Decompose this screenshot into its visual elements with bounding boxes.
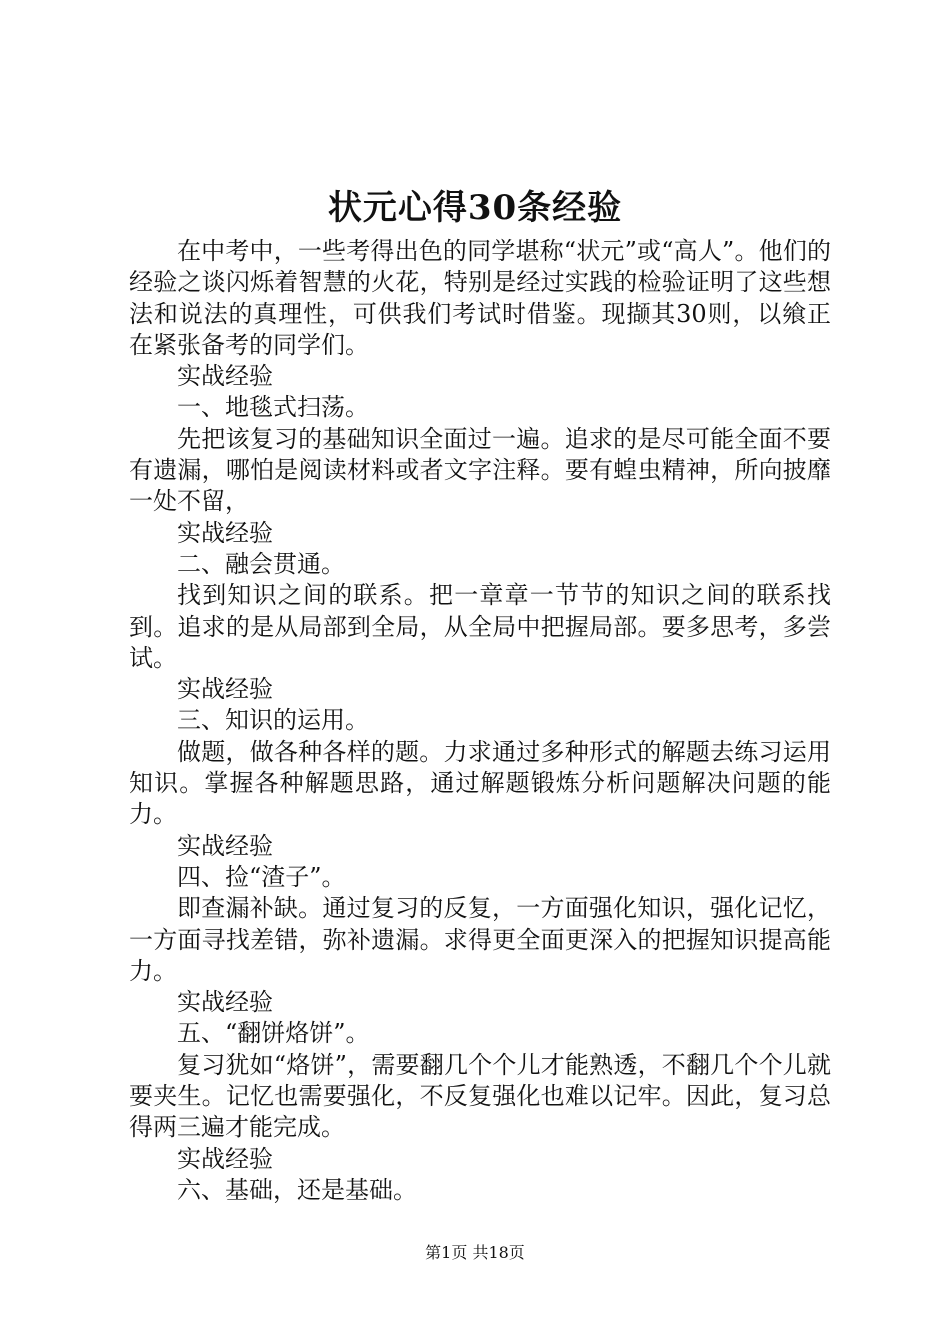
section-label: 实战经验 (177, 988, 273, 1017)
section-label: 实战经验 (177, 362, 273, 391)
paragraph: 在中考中，一些考得出色的同学堪称“状元”或“高人”。他们的经验之谈闪烁着智慧的火花，特别是经过实践的检验证明了这些想法和说法的真理性，可供我们考试时借鉴。现撷其30则，以飨正在紧张备考的同学们。 (129, 237, 831, 359)
paragraph: 复习犹如“烙饼”，需要翻几个个儿才能熟透，不翻几个个儿就要夹生。记忆也需要强化，不反复强化也难以记牢。因此，复习总得两三遍才能完成。 (129, 1050, 831, 1142)
section-label: 实战经验 (177, 831, 273, 860)
section-label: 实战经验 (177, 1144, 273, 1173)
section-heading: 五、“翻饼烙饼”。 (177, 1019, 370, 1048)
page-footer: 第1页 共18页 (425, 1243, 525, 1262)
document-body (129, 236, 831, 1206)
section-heading: 三、知识的运用。 (177, 706, 369, 735)
section-label: 实战经验 (177, 518, 273, 547)
section-heading: 四、捡“渣子”。 (177, 862, 346, 891)
section-heading: 六、基础，还是基础。 (177, 1175, 417, 1204)
paragraph: 先把该复习的基础知识全面过一遍。追求的是尽可能全面不要有遗漏，哪怕是阅读材料或者文字注释。要有蝗虫精神，所向披靡一处不留， (129, 424, 831, 516)
section-heading: 二、融会贯通。 (177, 549, 345, 578)
document-title: 状元心得30条经验 (327, 188, 623, 228)
paragraph: 找到知识之间的联系。把一章章一节节的知识之间的联系找到。追求的是从局部到全局，从全局中把握局部。要多思考，多尝试。 (129, 581, 831, 672)
paragraph: 即查漏补缺。通过复习的反复，一方面强化知识，强化记忆，一方面寻找差错，弥补遗漏。求得更全面更深入的把握知识提高能力。 (129, 894, 831, 985)
paragraph: 做题，做各种各样的题。力求通过多种形式的解题去练习运用知识。掌握各种解题思路，通过解题锻炼分析问题解决问题的能力。 (129, 737, 831, 829)
section-heading: 一、地毯式扫荡。 (177, 393, 369, 422)
section-label: 实战经验 (177, 675, 273, 704)
